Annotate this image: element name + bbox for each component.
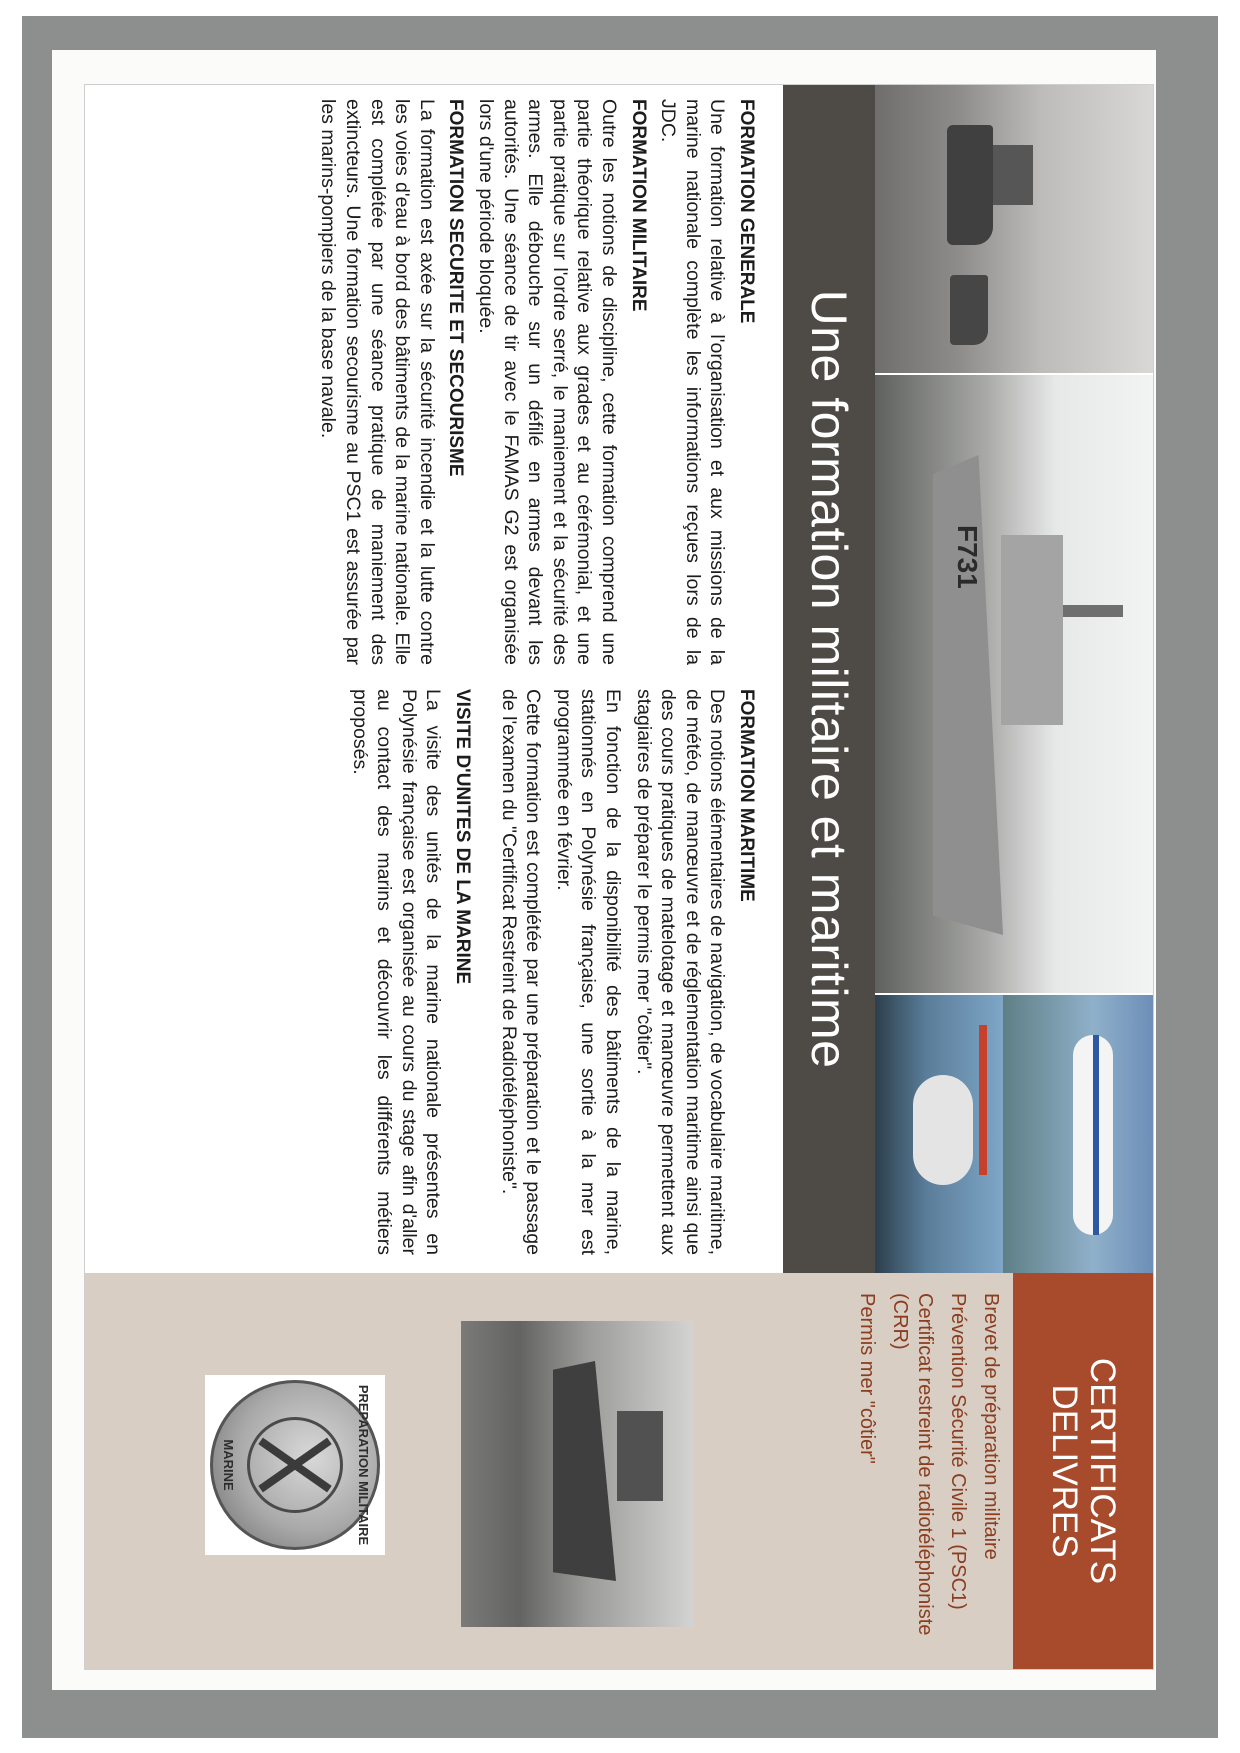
heading-formation-generale: FORMATION GENERALE (736, 99, 757, 324)
paragraph-formation-generale: Une formation relative à l'organisation et aux missions de la marine nationale complète les informations reçues lors de la JDC. (657, 99, 729, 665)
rotor-blade (979, 1025, 987, 1175)
airplane-stripe (1093, 1035, 1099, 1235)
certificates-title-line-1: CERTIFICATS (1083, 1357, 1122, 1585)
certificates-list (846, 1293, 1003, 1653)
brochure-content (85, 85, 1153, 1669)
certificate-item: Certificat restreint de radiotéléphoniste (CRR) (889, 1293, 936, 1636)
photo-band (783, 85, 1153, 1273)
paragraph-maritime-2: En fonction de la disponibilité des bâtiments de la marine, stationnés en Polynésie française, une sortie à la mer est programmée en février. (552, 689, 625, 1255)
badge-text-bottom: MARINE (221, 1439, 236, 1491)
paragraph-formation-securite: La formation est axée sur la sécurité incendie et la lutte contre les voies d'eau à bord des bâtiments de la marine nationale. Elle est complétée par une séance pratique de maniement des extincteurs. Une formation secourisme au PSC1 est assurée par les marins-pompiers de la base navale. (317, 99, 438, 665)
certificates-title-line-2: DELIVRES (1045, 1384, 1084, 1558)
boat-superstructure (993, 145, 1033, 205)
ship-superstructure (617, 1411, 663, 1501)
main-title-band (783, 85, 875, 1273)
spacer (474, 689, 490, 1255)
preparation-militaire-marine-badge (210, 1380, 380, 1550)
certificates-panel (85, 1273, 1153, 1669)
paragraph-maritime-1: Des notions élémentaires de navigation, de vocabulaire maritime, de météo, de manœuvre et de réglementation maritime ainsi que des cours pratiques de matelotage et manœuvre permettent aux stagiaires de préparer le permis mer "côtier". (632, 689, 729, 1255)
badge-text-top: PREPARATION MILITAIRE (356, 1384, 371, 1546)
patrol-boat (947, 125, 993, 245)
photo-patrol-boats (875, 85, 1153, 373)
certificate-item: Brevet de préparation militaire (980, 1293, 1002, 1560)
heading-formation-securite: FORMATION SECURITE ET SECOURISME (445, 99, 467, 477)
heading-formation-maritime: FORMATION MARITIME (736, 689, 757, 902)
certificates-header (1013, 1273, 1153, 1669)
frigate-bridge (1001, 535, 1063, 725)
photo-airplane (1003, 995, 1153, 1273)
heading-formation-militaire: FORMATION MILITAIRE (627, 99, 649, 312)
ship-hull (553, 1361, 623, 1581)
helicopter (913, 1075, 973, 1185)
certificate-item: Prévention Sécurité Civile 1 (PSC1) (947, 1293, 969, 1610)
paragraph-formation-militaire: Outre les notions de discipline, cette formation comprend une partie théorique relative aux grades et au cérémonial, et une partie pratique sur l'ordre serré, le maniement et la sécurité des armes. Elle débouche sur un défilé en armes devant les autorités. Une séance de tir avec le FAMAS G2 est organisée lors d'une période bloquée. (475, 99, 621, 665)
main-title: Une formation militaire et maritime (801, 289, 857, 1069)
badge-frame (205, 1375, 385, 1555)
patrol-boat-small (950, 275, 988, 345)
text-column-right (341, 689, 758, 1255)
paragraph-visite-unites: La visite des unités de la marine nationale présentes en Polynésie française est organisée au cours du stage afin d'aller au contact des marins et découvrir les différents métiers proposés. (348, 689, 445, 1255)
paragraph-maritime-3: Cette formation est complétée par une préparation et le passage de l'examen du "Certificat Restreint de Radiotéléphoniste". (497, 689, 545, 1255)
heading-visite-unites: VISITE D'UNITES DE LA MARINE (452, 689, 474, 985)
certificate-item: Permis mer "côtier" (856, 1293, 878, 1464)
photo-firefighting-ship (461, 1321, 693, 1627)
frigate-mast (1061, 605, 1123, 617)
photo-frigate (875, 375, 1153, 993)
text-column-left (310, 99, 758, 665)
brochure (84, 84, 1154, 1670)
hull-number: F731 (952, 525, 983, 589)
photo-helicopter (875, 995, 1003, 1273)
